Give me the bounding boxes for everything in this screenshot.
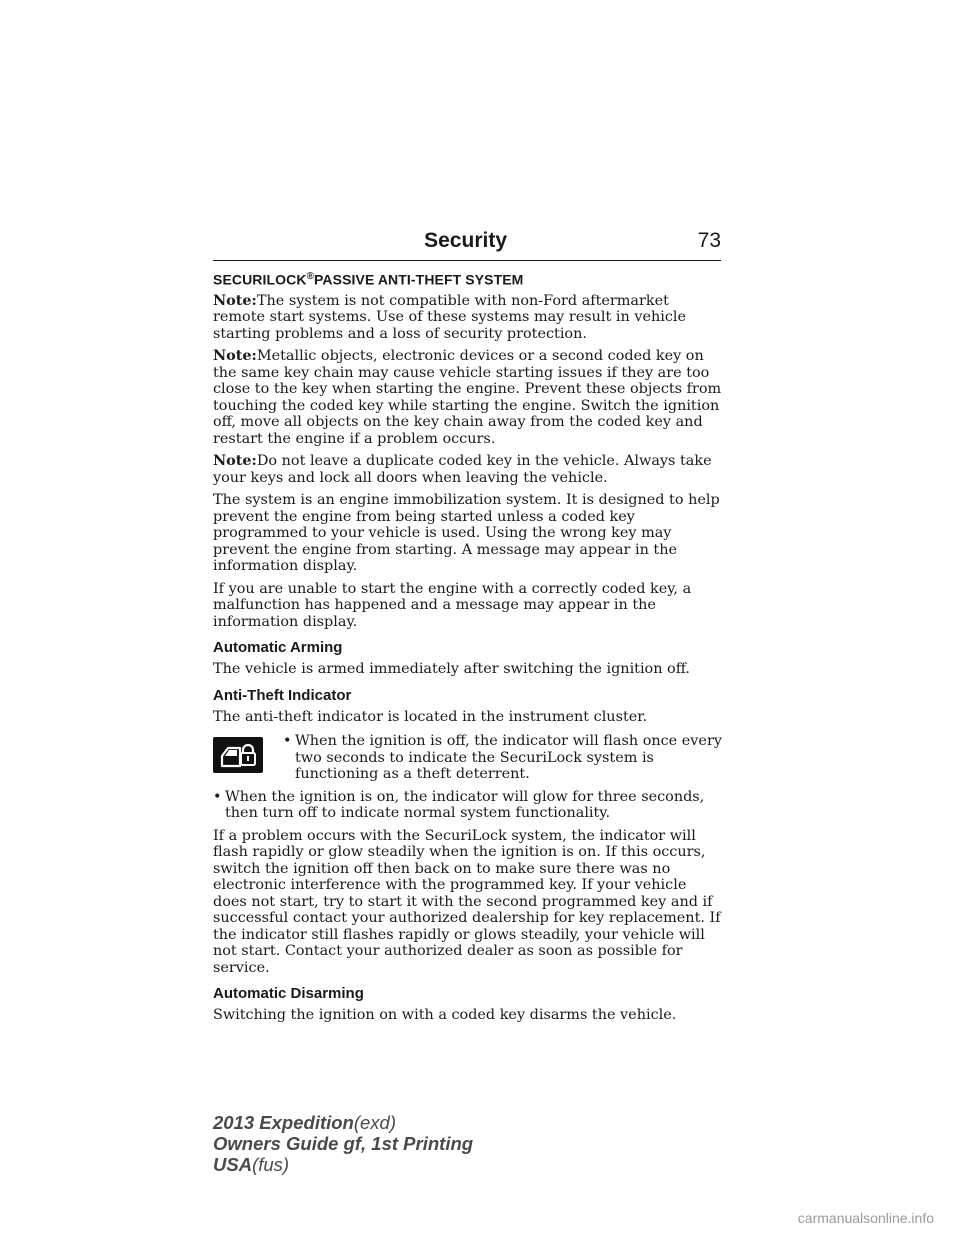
footer-model-code: (exd) (353, 1112, 397, 1133)
note-2-text: Metallic objects, electronic devices or a second coded key on the same key chain may cause vehicle starting issues if they are too close to the key when starting the engine. Prevent these objects from touching the coded key while starting the engine. Switch the ignition off, move all objects on the key chain away from the coded key and restart the engine if a problem occurs. (213, 348, 722, 447)
heading-automatic-disarming: Automatic Disarming (213, 985, 364, 1003)
paragraph-indicator-problem: If a problem occurs with the SecuriLock system, the indicator will flash rapidly or glow steadily when the ignition is on. If this occurs, switch the ignition off then back on to make sure there was no electronic interference with the programmed key. If your vehicle does not start, try to start it with the second programmed key and if successful contact your authorized dealership for key replacement. If the indicator still flashes rapidly or glows steadily, your vehicle will not start. Contact your authorized dealer as soon as possible for service. (213, 827, 721, 976)
indicator-icon-row (213, 733, 723, 783)
bullet-dot: • (283, 733, 292, 750)
bullet-ignition-off (283, 733, 723, 783)
watermark: carmanualsonline.info (797, 1210, 934, 1226)
page-number: 73 (697, 229, 721, 252)
section-title-rest: PASSIVE ANTI-THEFT SYSTEM (314, 271, 524, 288)
bullet-ignition-off-text: When the ignition is off, the indicator will flash once every two seconds to indicate the SecuriLock system is functioning as a theft deterrent. (295, 733, 722, 783)
note-1 (213, 293, 723, 343)
paragraph-malfunction: If you are unable to start the engine with a correctly coded key, a malfunction has happened and a message may appear in the information display. (213, 580, 692, 630)
footer-line-1 (213, 1112, 473, 1133)
page-title: Security (424, 229, 507, 252)
heading-anti-theft-indicator: Anti-Theft Indicator (213, 686, 352, 704)
bullet-ignition-on-text: When the ignition is on, the indicator will glow for three seconds, then turn off to indicate normal system functionality. (225, 788, 705, 822)
paragraph-arming: The vehicle is armed immediately after switching the ignition off. (213, 661, 691, 678)
note-label: Note: (213, 347, 257, 365)
heading-automatic-arming: Automatic Arming (213, 639, 343, 657)
page-content (213, 268, 723, 1030)
note-3 (213, 453, 723, 486)
paragraph-indicator-intro: The anti-theft indicator is located in the instrument cluster. (213, 708, 648, 725)
footer-model: 2013 Expedition (213, 1112, 354, 1133)
registered-mark: ® (306, 271, 315, 282)
note-1-text: The system is not compatible with non-Ford aftermarket remote start systems. Use of these systems may result in vehicle starting problems and a loss of security protection. (213, 292, 687, 342)
footer-region: USA (213, 1154, 253, 1175)
anti-theft-indicator-icon (213, 737, 263, 773)
note-label: Note: (213, 452, 257, 470)
section-title (213, 268, 723, 289)
footer-line-3 (213, 1154, 473, 1175)
section-title-main: SECURILOCK (213, 271, 307, 288)
note-3-text: Do not leave a duplicate coded key in the vehicle. Always take your keys and lock all doors when leaving the vehicle. (213, 453, 712, 486)
paragraph-immobilization: The system is an engine immobilization system. It is designed to help prevent the engine from being started unless a coded key programmed to your vehicle is used. Using the wrong key may prevent the engine from starting. A message may appear in the information display. (213, 492, 720, 575)
header-rule (213, 260, 721, 261)
footer-region-code: (fus) (252, 1154, 290, 1175)
note-label: Note: (213, 291, 257, 309)
paragraph-disarming: Switching the ignition on with a coded key disarms the vehicle. (213, 1007, 677, 1024)
note-2 (213, 348, 723, 447)
footer-line-2: Owners Guide gf, 1st Printing (213, 1133, 474, 1154)
bullet-dot: • (213, 788, 222, 805)
page-header (213, 229, 721, 261)
bullet-ignition-on (213, 789, 723, 822)
print-footer (213, 1112, 473, 1175)
